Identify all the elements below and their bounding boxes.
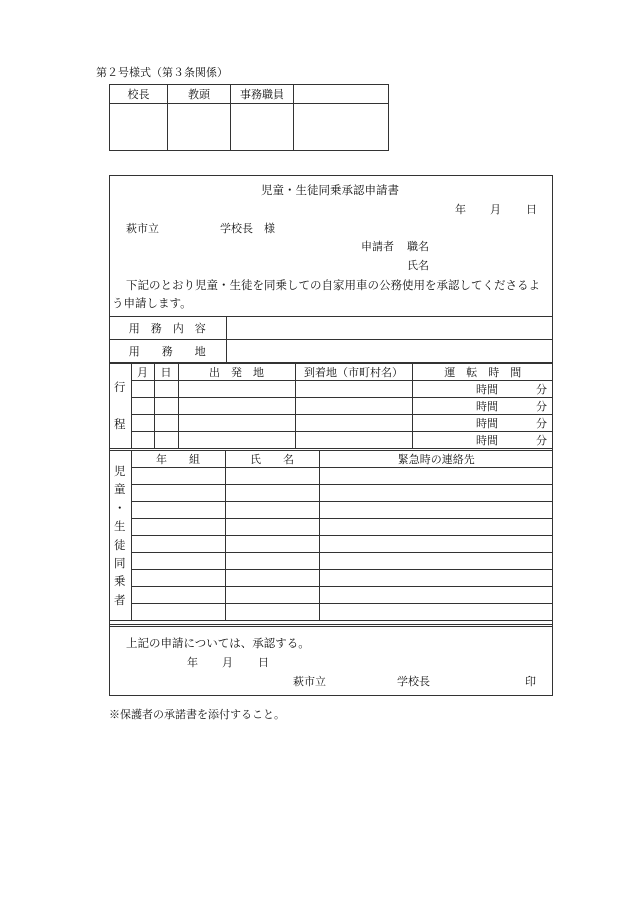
hours-label: 時間 [476, 416, 498, 430]
itinerary-row [109, 415, 553, 432]
rider-name-field[interactable] [225, 485, 319, 502]
stamp-header-principal: 校長 [110, 85, 168, 104]
itinerary-day-field[interactable] [154, 432, 178, 449]
rider-grade-class-field[interactable] [131, 519, 225, 536]
rider-name-field[interactable] [225, 570, 319, 587]
rider-name-field[interactable] [225, 519, 319, 536]
itinerary-depart-field[interactable] [178, 432, 295, 449]
itinerary-month-field[interactable] [131, 415, 154, 432]
rider-contact-field[interactable] [319, 570, 553, 587]
rider-contact-field[interactable] [319, 485, 553, 502]
applicant-label: 申請者 [361, 240, 394, 253]
rider-row [109, 468, 553, 485]
purpose-place-field[interactable] [226, 340, 553, 363]
itinerary-arrive-field[interactable] [295, 398, 412, 415]
purpose-table [109, 316, 553, 363]
minutes-label: 分 [536, 382, 547, 396]
purpose-content-label: 用 務 内 容 [109, 317, 226, 340]
itinerary-side-label [109, 364, 131, 449]
itinerary-depart-field[interactable] [178, 398, 295, 415]
stamp-cell-vice-principal[interactable] [168, 104, 231, 151]
approval-city: 萩市立 [293, 675, 326, 688]
itinerary-day-field[interactable] [154, 398, 178, 415]
itinerary-header-drive-time: 運 転 時 間 [412, 364, 553, 381]
itinerary-row [109, 432, 553, 449]
rider-grade-class-field[interactable] [131, 604, 225, 621]
itinerary-drive-time-field[interactable] [412, 398, 553, 415]
itinerary-depart-field[interactable] [178, 381, 295, 398]
itinerary-month-field[interactable] [131, 381, 154, 398]
riders-side-char: 童 [114, 482, 126, 497]
seal-mark: 印 [525, 675, 536, 688]
date-day: 日 [526, 203, 537, 216]
riders-side-label [109, 451, 131, 621]
rider-contact-field[interactable] [319, 502, 553, 519]
riders-side-char: 乗 [114, 574, 126, 589]
itinerary-drive-time-field[interactable] [412, 432, 553, 449]
itinerary-depart-field[interactable] [178, 415, 295, 432]
form-title: 児童・生徒同乗承認申請書 [261, 183, 399, 197]
purpose-content-field[interactable] [226, 317, 553, 340]
stamp-cell-principal[interactable] [110, 104, 168, 151]
approval-principal: 学校長 [397, 675, 430, 688]
rider-contact-field[interactable] [319, 468, 553, 485]
rider-row [109, 604, 553, 621]
rider-contact-field[interactable] [319, 553, 553, 570]
approval-date-year: 年 [187, 656, 198, 669]
rider-name-field[interactable] [225, 502, 319, 519]
hours-label: 時間 [476, 399, 498, 413]
stamp-header-office-staff: 事務職員 [231, 85, 294, 104]
rider-contact-field[interactable] [319, 587, 553, 604]
itinerary-header-day: 日 [154, 364, 178, 381]
itinerary-arrive-field[interactable] [295, 432, 412, 449]
rider-grade-class-field[interactable] [131, 570, 225, 587]
body-text-line1: 下記のとおり児童・生徒を同乗しての自家用車の公務使用を承認してくださるよ [126, 278, 540, 292]
riders-table [109, 450, 553, 621]
itinerary-arrive-field[interactable] [295, 415, 412, 432]
riders-side-char: 児 [114, 463, 126, 478]
rider-name-field[interactable] [225, 604, 319, 621]
approval-date-month: 月 [222, 656, 233, 669]
rider-row [109, 536, 553, 553]
rider-grade-class-field[interactable] [131, 468, 225, 485]
rider-name-field[interactable] [225, 536, 319, 553]
itinerary-side-label-2: 程 [114, 417, 126, 432]
minutes-label: 分 [536, 416, 547, 430]
riders-side-char: ・ [114, 500, 126, 515]
rider-grade-class-field[interactable] [131, 587, 225, 604]
rider-name-field[interactable] [225, 468, 319, 485]
itinerary-drive-time-field[interactable] [412, 415, 553, 432]
rider-row [109, 570, 553, 587]
riders-side-char: 生 [114, 519, 126, 534]
form-number: 第２号様式（第３条関係） [96, 66, 228, 79]
riders-header-grade-class: 年 組 [131, 451, 225, 468]
rider-name-field[interactable] [225, 553, 319, 570]
itinerary-header-depart: 出 発 地 [178, 364, 295, 381]
stamp-cell-blank[interactable] [294, 104, 389, 151]
stamp-header-vice-principal: 教頭 [168, 85, 231, 104]
rider-grade-class-field[interactable] [131, 553, 225, 570]
riders-side-char: 徒 [114, 537, 126, 552]
stamp-cell-office-staff[interactable] [231, 104, 294, 151]
itinerary-header-arrive: 到着地（市町村名） [295, 364, 412, 381]
approval-date-day: 日 [258, 656, 269, 669]
riders-side-char: 者 [114, 592, 126, 607]
itinerary-row [109, 398, 553, 415]
applicant-position: 職名 [407, 240, 429, 253]
riders-side-char: 同 [114, 555, 126, 570]
date-month: 月 [490, 203, 501, 216]
itinerary-drive-time-field[interactable] [412, 381, 553, 398]
hours-label: 時間 [476, 433, 498, 447]
addressee-principal: 学校長 様 [220, 222, 275, 235]
itinerary-arrive-field[interactable] [295, 381, 412, 398]
itinerary-month-field[interactable] [131, 398, 154, 415]
rider-row [109, 502, 553, 519]
footnote: ※保護者の承諾書を添付すること。 [109, 708, 285, 721]
minutes-label: 分 [536, 399, 547, 413]
rider-row [109, 553, 553, 570]
itinerary-day-field[interactable] [154, 415, 178, 432]
riders-header-contact: 緊急時の連絡先 [319, 451, 553, 468]
applicant-name: 氏名 [407, 259, 429, 272]
rider-contact-field[interactable] [319, 536, 553, 553]
approval-stamp-table [109, 84, 389, 151]
date-year: 年 [455, 203, 466, 216]
rider-grade-class-field[interactable] [131, 485, 225, 502]
approval-divider [110, 624, 552, 627]
rider-grade-class-field[interactable] [131, 536, 225, 553]
body-text-line2: う申請します。 [112, 296, 192, 310]
application-form [109, 175, 553, 696]
addressee-city: 萩市立 [126, 222, 159, 235]
itinerary-month-field[interactable] [131, 432, 154, 449]
rider-contact-field[interactable] [319, 519, 553, 536]
stamp-header-blank [294, 85, 389, 104]
itinerary-row [109, 381, 553, 398]
rider-name-field[interactable] [225, 587, 319, 604]
itinerary-side-label-1: 行 [114, 380, 126, 395]
approval-statement: 上記の申請については、承認する。 [126, 636, 310, 650]
itinerary-day-field[interactable] [154, 381, 178, 398]
purpose-place-label: 用 務 地 [109, 340, 226, 363]
hours-label: 時間 [476, 382, 498, 396]
itinerary-table [109, 363, 553, 449]
minutes-label: 分 [536, 433, 547, 447]
rider-row [109, 519, 553, 536]
rider-grade-class-field[interactable] [131, 502, 225, 519]
riders-header-name: 氏 名 [225, 451, 319, 468]
rider-row [109, 587, 553, 604]
itinerary-header-month: 月 [131, 364, 154, 381]
rider-row [109, 485, 553, 502]
rider-contact-field[interactable] [319, 604, 553, 621]
